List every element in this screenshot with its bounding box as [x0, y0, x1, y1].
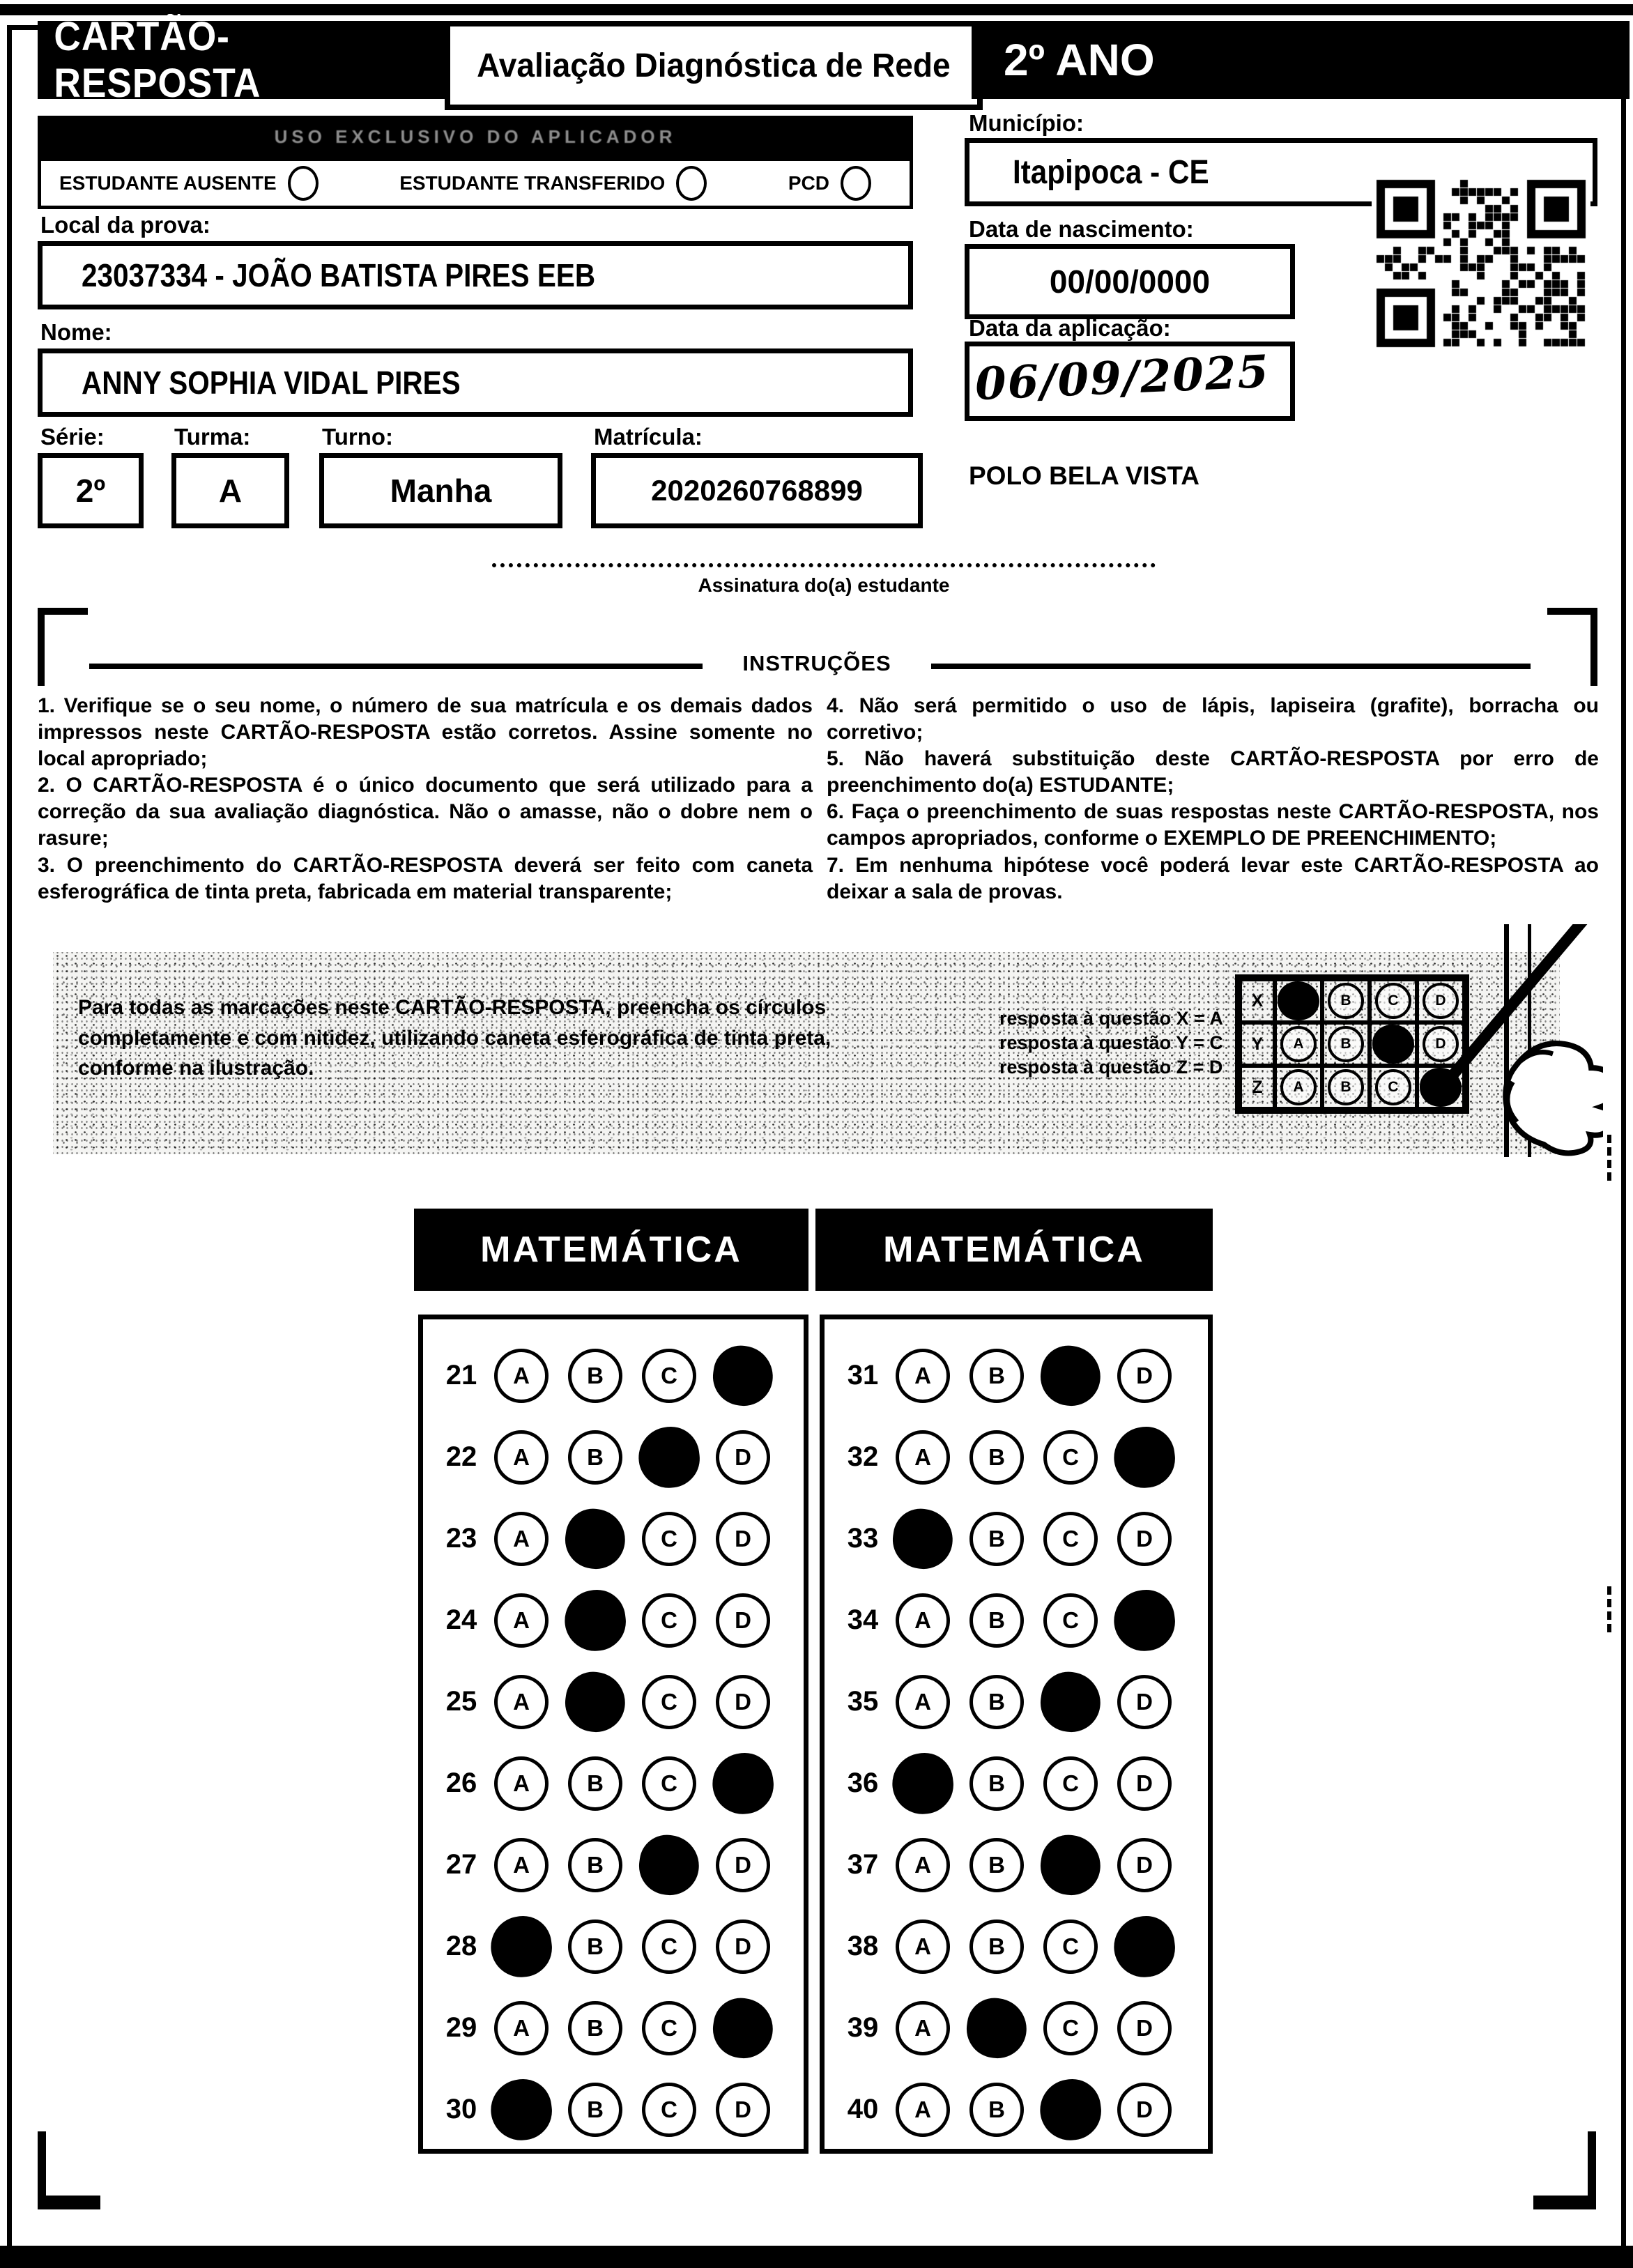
example-answer-note: resposta à questão X = A [999, 1008, 1223, 1029]
status-option-label: ESTUDANTE TRANSFERIDO [399, 172, 666, 194]
answer-bubble[interactable]: B [969, 1430, 1024, 1485]
local-label: Local da prova: [40, 212, 210, 238]
answer-bubble[interactable]: A [494, 1838, 549, 1892]
matricula-label: Matrícula: [594, 424, 703, 450]
answer-row [423, 1416, 804, 1498]
answer-bubble[interactable]: D [716, 2083, 770, 2137]
example-bubble[interactable]: D [1423, 1026, 1459, 1062]
answer-row [423, 1906, 804, 1987]
answer-bubble[interactable]: D [1117, 1756, 1172, 1811]
crop-mark-bottom-left [38, 2196, 100, 2209]
turma-field [171, 453, 289, 528]
answer-bubble-filled[interactable] [1110, 1423, 1178, 1491]
turno-value: Manha [390, 473, 492, 509]
answer-bubble-filled[interactable] [1110, 1913, 1178, 1980]
example-grid-cell [1322, 1066, 1370, 1109]
example-bubble[interactable]: B [1328, 983, 1364, 1019]
answer-bubble[interactable]: B [568, 1756, 622, 1811]
question-number: 40 [847, 2094, 879, 2124]
grade-badge-text: 2º ANO [1004, 35, 1155, 85]
serie-value: 2º [75, 473, 106, 509]
status-option [788, 166, 871, 201]
answer-bubble[interactable]: A [896, 2083, 950, 2137]
example-grid-cell [1275, 979, 1322, 1022]
answer-bubble[interactable]: B [568, 2001, 622, 2055]
question-number: 27 [445, 1849, 477, 1880]
answer-bubble[interactable]: A [494, 1593, 549, 1648]
answer-row [825, 2069, 1208, 2150]
example-answer-note: resposta à questão Z = D [999, 1057, 1223, 1078]
crop-mark-top-left [38, 608, 45, 686]
applicator-only-label: USO EXCLUSIVO DO APLICADOR [274, 125, 677, 147]
frame-right [1621, 25, 1626, 2248]
answer-bubble[interactable]: B [568, 2083, 622, 2137]
answer-bubble[interactable]: C [642, 1920, 696, 1974]
answer-bubble[interactable]: C [642, 1593, 696, 1648]
example-answer-note: resposta à questão Y = C [999, 1032, 1223, 1053]
answer-bubble-filled[interactable] [710, 1342, 777, 1409]
answer-bubble[interactable]: A [494, 2001, 549, 2055]
answer-row [825, 1987, 1208, 2069]
polo-label: POLO BELA VISTA [969, 461, 1199, 490]
answer-bubble[interactable]: A [494, 1430, 549, 1485]
answer-bubble[interactable]: B [568, 1349, 622, 1403]
example-bubble-filled[interactable] [1278, 981, 1319, 1020]
serie-label: Série: [40, 424, 105, 450]
answer-bubble[interactable]: B [969, 1675, 1024, 1729]
answer-bubble-filled[interactable] [562, 1505, 629, 1572]
question-number: 29 [445, 2012, 477, 2043]
example-grid-row-label: Z [1240, 1066, 1275, 1109]
answer-bubble[interactable]: D [716, 1675, 770, 1729]
instructions-title: INSTRUÇÕES [742, 651, 891, 675]
instruction-item: 3. O preenchimento do CARTÃO-RESPOSTA deverá ser feito com caneta esferográfica de tinta preta, fabricada em material transparente; [38, 853, 813, 903]
answer-row [423, 1661, 804, 1742]
example-bubble[interactable]: C [1375, 983, 1411, 1019]
answer-row [423, 1987, 804, 2069]
answer-bubble[interactable]: C [642, 2083, 696, 2137]
answer-row [423, 1579, 804, 1661]
example-bubble[interactable]: D [1423, 983, 1459, 1019]
signature-label: Assinatura do(a) estudante [698, 574, 950, 596]
example-grid-cell [1322, 1022, 1370, 1066]
qr-code [1372, 176, 1590, 351]
answer-bubble[interactable]: D [716, 1512, 770, 1566]
answer-bubble[interactable]: B [969, 1512, 1024, 1566]
answer-bubble[interactable]: B [969, 1920, 1024, 1974]
answer-row [423, 1498, 804, 1579]
answer-bubble[interactable]: D [716, 1838, 770, 1892]
answer-bubble[interactable]: B [568, 1920, 622, 1974]
answer-bubble[interactable]: C [1043, 1756, 1098, 1811]
answer-bubble-filled[interactable] [1036, 2076, 1104, 2143]
answer-bubble[interactable]: A [494, 1349, 549, 1403]
question-number: 39 [847, 2012, 879, 2043]
status-option-circle[interactable] [288, 166, 319, 201]
registration-mark [1607, 1135, 1611, 1181]
answer-bubble[interactable]: A [896, 1349, 950, 1403]
turma-label: Turma: [174, 424, 251, 450]
instructions-column-right [827, 693, 1599, 905]
answer-bubble-filled[interactable] [561, 1586, 629, 1654]
status-options-row [38, 158, 913, 209]
question-number: 31 [847, 1360, 879, 1390]
crop-mark-top-left [38, 608, 88, 615]
nome-label: Nome: [40, 319, 112, 345]
answer-row [423, 1824, 804, 1906]
example-text: Para todas as marcações neste CARTÃO-RESPOSTA, preencha os círculos completamente e com nitidez, utilizando caneta esferográfica de tinta preta, conforme na ilustração. [78, 996, 831, 1080]
answer-bubble[interactable]: A [896, 1675, 950, 1729]
status-option [399, 166, 707, 201]
answer-bubble[interactable]: B [568, 1430, 622, 1485]
answer-bubble[interactable]: C [642, 2001, 696, 2055]
answer-bubble-filled[interactable] [963, 1994, 1031, 2062]
instruction-item: 5. Não haverá substituição deste CARTÃO-RESPOSTA por erro de preenchimento do(a) ESTUDANTE; [827, 747, 1599, 797]
example-grid-cell [1275, 1022, 1322, 1066]
answer-bubble[interactable]: C [642, 1349, 696, 1403]
answer-bubble[interactable]: C [1043, 1512, 1098, 1566]
answer-row [423, 1335, 804, 1416]
instruction-item: 1. Verifique se o seu nome, o número de sua matrícula e os demais dados impressos neste CARTÃO-RESPOSTA estão corretos. Assine somente no local apropriado; [38, 694, 813, 771]
answer-row [825, 1498, 1208, 1579]
section-header-matematica-2 [815, 1209, 1213, 1291]
card-title-text: CARTÃO-RESPOSTA [54, 14, 261, 106]
answer-bubble[interactable]: B [969, 1838, 1024, 1892]
answer-bubble-filled[interactable] [889, 1505, 957, 1572]
handwritten-date: 06/09/2025 [974, 345, 1271, 411]
answer-bubble[interactable]: D [716, 1920, 770, 1974]
question-number: 36 [847, 1768, 879, 1798]
municipio-value: Itapipoca - CE [1013, 153, 1209, 191]
answer-bubble[interactable]: A [896, 1430, 950, 1485]
status-option-label: PCD [788, 172, 829, 194]
example-bubble[interactable]: A [1280, 1069, 1317, 1105]
turma-value: A [218, 473, 243, 509]
question-number: 24 [445, 1604, 477, 1635]
answer-bubble-filled[interactable] [710, 1994, 777, 2062]
grade-badge [972, 21, 1630, 99]
crop-mark-top-right [1590, 608, 1597, 686]
answer-bubble-filled[interactable] [562, 1668, 629, 1736]
matricula-value: 2020260768899 [651, 474, 863, 507]
question-number: 33 [847, 1523, 879, 1554]
instructions-rule-left [89, 664, 703, 669]
nome-field [38, 348, 913, 417]
answer-bubble-filled[interactable] [1037, 1342, 1105, 1409]
answer-bubble[interactable]: D [1117, 1349, 1172, 1403]
answer-bubble[interactable]: C [1043, 1920, 1098, 1974]
matricula-field [591, 453, 923, 528]
municipio-label: Município: [969, 110, 1084, 136]
answer-row [825, 1742, 1208, 1824]
answer-bubble-filled[interactable] [1110, 1586, 1178, 1654]
question-number: 28 [445, 1931, 477, 1961]
answer-bubble[interactable]: A [896, 1920, 950, 1974]
instruction-item: 4. Não será permitido o uso de lápis, lapiseira (grafite), borracha ou corretivo; [827, 694, 1599, 744]
section-title: MATEMÁTICA [480, 1229, 742, 1270]
answer-bubble-filled[interactable] [487, 2076, 555, 2143]
question-number: 35 [847, 1686, 879, 1717]
example-grid-cell [1322, 979, 1370, 1022]
answer-bubble[interactable]: A [896, 1593, 950, 1648]
status-option-circle[interactable] [676, 166, 707, 201]
answer-bubble[interactable]: C [1043, 1593, 1098, 1648]
answer-row [825, 1335, 1208, 1416]
question-number: 34 [847, 1604, 879, 1635]
section-header-matematica-1 [414, 1209, 808, 1291]
question-number: 32 [847, 1441, 879, 1472]
question-number: 38 [847, 1931, 879, 1961]
applicator-only-bar [38, 116, 913, 158]
answer-bubble[interactable]: C [642, 1675, 696, 1729]
answer-bubble-filled[interactable] [1037, 1831, 1105, 1899]
answer-bubble[interactable]: C [1043, 2001, 1098, 2055]
frame-left [7, 25, 12, 2248]
example-bubble[interactable]: B [1328, 1026, 1364, 1062]
instructions-rule-right [931, 664, 1531, 669]
answer-bubble[interactable]: B [969, 1593, 1024, 1648]
answer-bubble[interactable]: D [1117, 2083, 1172, 2137]
crop-mark-bottom-right [1533, 2196, 1596, 2209]
question-number: 25 [445, 1686, 477, 1717]
answer-bubble-filled[interactable] [889, 1749, 956, 1817]
assessment-title [445, 21, 983, 110]
question-number: 26 [445, 1768, 477, 1798]
answer-bubble-filled[interactable] [635, 1423, 703, 1491]
answer-row [423, 2069, 804, 2150]
answer-bubble[interactable]: D [1117, 1838, 1172, 1892]
answer-row [825, 1906, 1208, 1987]
answer-bubble-filled[interactable] [1037, 1668, 1105, 1736]
answer-bubble[interactable]: B [969, 1756, 1024, 1811]
local-value: 23037334 - JOÃO BATISTA PIRES EEB [82, 257, 596, 293]
answer-row [825, 1416, 1208, 1498]
status-option-label: ESTUDANTE AUSENTE [59, 172, 277, 194]
answer-bubble[interactable]: A [896, 2001, 950, 2055]
answer-bubble[interactable]: A [494, 1756, 549, 1811]
question-number: 37 [847, 1849, 879, 1880]
signature-line [492, 563, 1156, 567]
nascimento-label: Data de nascimento: [969, 216, 1194, 242]
nascimento-value: 00/00/0000 [1049, 263, 1211, 300]
answer-bubble[interactable]: A [494, 1675, 549, 1729]
aplicacao-field [965, 342, 1295, 421]
answer-bubble[interactable]: B [969, 2083, 1024, 2137]
turno-label: Turno: [322, 424, 394, 450]
answer-bubble[interactable]: D [716, 1593, 770, 1648]
answer-bubble-filled[interactable] [487, 1913, 555, 1980]
hand-pen-illustration [1408, 924, 1603, 1157]
answer-bubble[interactable]: B [969, 1349, 1024, 1403]
example-bubble[interactable]: B [1328, 1069, 1364, 1105]
instruction-item: 2. O CARTÃO-RESPOSTA é o único documento que será utilizado para a correção da sua avaliação diagnóstica. Não o amasse, não o dobre nem o rasure; [38, 774, 813, 850]
answer-bubble[interactable]: D [1117, 1675, 1172, 1729]
answer-bubble[interactable]: C [1043, 1430, 1098, 1485]
instructions-column-left [38, 693, 813, 905]
aplicacao-label: Data da aplicação: [969, 315, 1171, 341]
answer-bubble[interactable]: A [896, 1838, 950, 1892]
registration-mark [1607, 1586, 1611, 1632]
answer-row [825, 1579, 1208, 1661]
example-grid-row-label: Y [1240, 1022, 1275, 1066]
status-option-circle[interactable] [841, 166, 871, 201]
answer-row [825, 1824, 1208, 1906]
serie-field [38, 453, 144, 528]
answer-bubble-filled[interactable] [636, 1831, 703, 1899]
answer-bubble[interactable]: A [494, 1512, 549, 1566]
example-grid-row-label: X [1240, 979, 1275, 1022]
answer-bubble[interactable]: B [568, 1838, 622, 1892]
answer-bubble[interactable]: C [642, 1512, 696, 1566]
example-bubble[interactable]: A [1280, 1026, 1317, 1062]
question-number: 30 [445, 2094, 477, 2124]
answer-row [825, 1661, 1208, 1742]
question-number: 23 [445, 1523, 477, 1554]
local-field [38, 241, 913, 309]
status-option [59, 166, 319, 201]
answer-row [423, 1742, 804, 1824]
card-title [38, 14, 445, 106]
answer-grid-31-40 [820, 1315, 1213, 2154]
question-number: 22 [445, 1441, 477, 1472]
example-bubble[interactable]: C [1375, 1069, 1411, 1105]
instruction-item: 7. Em nenhuma hipótese você poderá levar este CARTÃO-RESPOSTA ao deixar a sala de provas. [827, 853, 1599, 903]
question-number: 21 [445, 1360, 477, 1390]
example-grid-cell [1275, 1066, 1322, 1109]
page-bottom-rule [0, 2246, 1633, 2268]
instruction-item: 6. Faça o preenchimento de suas respostas neste CARTÃO-RESPOSTA, nos campos apropriados, conforme o EXEMPLO DE PREENCHIMENTO; [827, 800, 1599, 850]
example-answer-notes [999, 1006, 1223, 1080]
answer-grid-21-30 [418, 1315, 808, 2154]
nascimento-field [965, 244, 1295, 319]
answer-bubble[interactable]: D [716, 1430, 770, 1485]
nome-value: ANNY SOPHIA VIDAL PIRES [82, 365, 461, 401]
answer-bubble[interactable]: C [642, 1756, 696, 1811]
assessment-title-text: Avaliação Diagnóstica de Rede [477, 47, 951, 84]
answer-bubble-filled[interactable] [709, 1749, 776, 1817]
answer-bubble[interactable]: D [1117, 1512, 1172, 1566]
answer-bubble[interactable]: D [1117, 2001, 1172, 2055]
turno-field [319, 453, 562, 528]
section-title: MATEMÁTICA [883, 1229, 1145, 1270]
